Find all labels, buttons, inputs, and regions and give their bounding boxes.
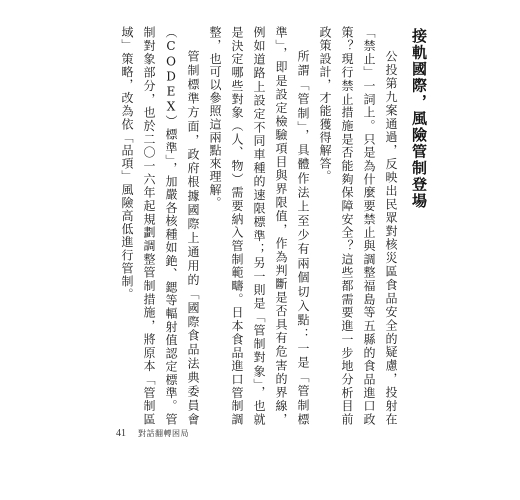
paragraph-3: 管制標準方面，政府根據國際上通用的「國際食品法典委員會（CODEX）標準」，加嚴各核種如銫、鍶等輻射值認定標準。管制對象部分，也於二〇一六年起規劃調整管制措施，將原本「管制區域」策略，改為依「品項」風險高低進行管制。 [120, 26, 200, 426]
body-text [120, 26, 402, 426]
page-footer [116, 428, 189, 439]
page-number: 41 [116, 428, 126, 439]
paragraph-1: 公投第九案通過，反映出民眾對核災區食品安全的疑慮，投射在「禁止」一詞上。只是為什麼要禁止與調整福島等五縣的食品進口政策？現行禁止措施是否能夠保障安全？這些都需要進一步地分析目前政策設計，才能獲得解答。 [318, 26, 398, 426]
running-head: 對話翻轉困局 [138, 429, 189, 438]
section-heading: 接軌國際，風險管制登場 [410, 28, 428, 210]
paragraph-2: 所謂「管制」，具體作法上至少有兩個切入點：一是「管制標準」，即是設定檢驗項目與界限值，作為判斷是否具有危害的界線，例如道路上設定不同車種的速限標準；另一則是「管制對象」，也就是決定哪些對象（人、物）需要納入管制範疇。日本食品進口管制調整，也可以參照這兩點來理解。 [208, 26, 310, 426]
